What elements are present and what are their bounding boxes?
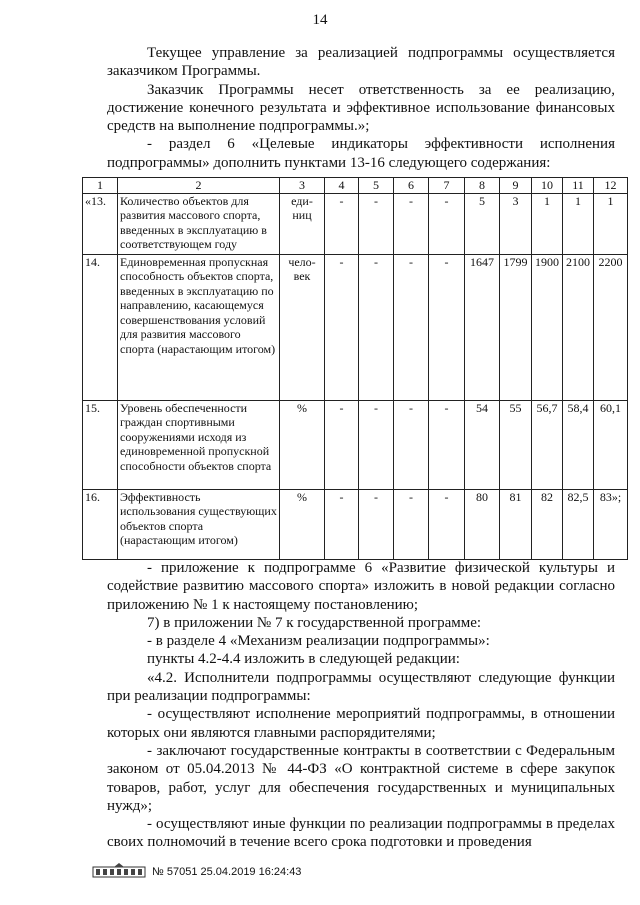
value-cell: - — [359, 400, 394, 489]
value-cell: 1647 — [465, 254, 500, 400]
value-cell: 60,1 — [594, 400, 628, 489]
value-cell: 1 — [563, 193, 594, 254]
unit: % — [280, 400, 325, 489]
header-cell: 12 — [594, 178, 628, 194]
row-number: 15. — [83, 400, 118, 489]
value-cell: 3 — [500, 193, 532, 254]
indicator-name: Количество объектов для развития массового спорта, введенных в эксплуатацию в соответствующем году — [118, 193, 280, 254]
row-number: 16. — [83, 489, 118, 559]
value-cell: - — [394, 400, 429, 489]
table-row — [83, 489, 628, 559]
header-cell: 3 — [280, 178, 325, 194]
value-cell: 81 — [500, 489, 532, 559]
paragraph: «4.2. Исполнители подпрограммы осуществляют следующие функции при реализации подпрограммы: — [107, 669, 615, 705]
value-cell: 1 — [594, 193, 628, 254]
paragraph: - в разделе 4 «Механизм реализации подпрограммы»: — [147, 633, 490, 650]
row-number: «13. — [83, 193, 118, 254]
paragraph: - осуществляют иные функции по реализации подпрограммы в пределах своих полномочий в течение всего срока подготовки и проведения — [107, 816, 615, 851]
header-cell: 8 — [465, 178, 500, 194]
value-cell: 58,4 — [563, 400, 594, 489]
value-cell: - — [325, 400, 359, 489]
paragraph: - раздел 6 «Целевые индикаторы эффективности исполнения подпрограммы» дополнить пунктами 13-16 следующего содержания: — [107, 136, 615, 171]
top-text — [107, 44, 615, 172]
registration-stamp: № 57051 25.04.2019 16:24:43 — [152, 866, 302, 878]
table-row — [83, 400, 628, 489]
value-cell: 80 — [465, 489, 500, 559]
header-cell: 9 — [500, 178, 532, 194]
paragraph: - осуществляют исполнение мероприятий подпрограммы, в отношении которых они являются главными распорядителями; — [107, 706, 615, 741]
value-cell: - — [394, 254, 429, 400]
value-cell: - — [325, 254, 359, 400]
value-cell: - — [429, 489, 465, 559]
value-cell: 56,7 — [532, 400, 563, 489]
value-cell: 54 — [465, 400, 500, 489]
header-cell: 11 — [563, 178, 594, 194]
header-cell: 6 — [394, 178, 429, 194]
header-cell: 1 — [83, 178, 118, 194]
value-cell: 1799 — [500, 254, 532, 400]
value-cell: 83»; — [594, 489, 628, 559]
page-number: 14 — [312, 12, 328, 28]
table-header-row — [83, 178, 628, 194]
registry-seal-icon — [92, 862, 146, 878]
unit: % — [280, 489, 325, 559]
header-cell: 2 — [118, 178, 280, 194]
value-cell: - — [394, 193, 429, 254]
value-cell: - — [429, 400, 465, 489]
paragraph: 7) в приложении № 7 к государственной программе: — [147, 614, 482, 631]
value-cell: - — [429, 193, 465, 254]
unit: чело- век — [280, 254, 325, 400]
value-cell: 1 — [532, 193, 563, 254]
paragraph: Текущее управление за реализацией подпрограммы осуществляется заказчиком Программы. — [107, 45, 615, 80]
value-cell: - — [359, 193, 394, 254]
paragraph: - приложение к подпрограмме 6 «Развитие физической культуры и содействие развитию массового спорта» изложить в новой редакции согласно приложению № 1 к настоящему постановлению; — [107, 560, 615, 613]
value-cell: 5 — [465, 193, 500, 254]
paragraph: - заключают государственные контракты в соответствии с Федеральным законом от 05.04.2013 № 44-ФЗ «О контрактной системе в сфере закупок товаров, работ, услуг для обеспечения государственных и муниципальных нужд»; — [107, 742, 615, 814]
row-number: 14. — [83, 254, 118, 400]
value-cell: - — [325, 489, 359, 559]
value-cell: - — [359, 489, 394, 559]
indicator-name: Уровень обеспеченности граждан спортивными сооружениями исходя из единовременной пропускной способности объектов спорта — [118, 400, 280, 489]
value-cell: 1900 — [532, 254, 563, 400]
header-cell: 7 — [429, 178, 465, 194]
value-cell: 55 — [500, 400, 532, 489]
value-cell: - — [359, 254, 394, 400]
header-cell: 4 — [325, 178, 359, 194]
value-cell: - — [325, 193, 359, 254]
unit: еди- ниц — [280, 193, 325, 254]
value-cell: - — [394, 489, 429, 559]
value-cell: - — [429, 254, 465, 400]
paragraph: пункты 4.2-4.4 изложить в следующей редакции: — [147, 651, 460, 668]
table-row — [83, 193, 628, 254]
value-cell: 2100 — [563, 254, 594, 400]
value-cell: 2200 — [594, 254, 628, 400]
bottom-text — [107, 559, 615, 852]
indicators-table — [82, 177, 628, 560]
value-cell: 82,5 — [563, 489, 594, 559]
header-cell: 10 — [532, 178, 563, 194]
value-cell: 82 — [532, 489, 563, 559]
table-row — [83, 254, 628, 400]
indicator-name: Единовременная пропускная способность объектов спорта, введенных в эксплуатацию по направлению, касающемуся совершенствования условий для развития массового спорта (нарастающим итогом) — [118, 254, 280, 400]
header-cell: 5 — [359, 178, 394, 194]
indicator-name: Эффективность использования существующих объектов спорта (нарастающим итогом) — [118, 489, 280, 559]
paragraph: Заказчик Программы несет ответственность за ее реализацию, достижение конечного результата и эффективное использование финансовых средств на выполнение подпрограммы.»; — [107, 81, 615, 135]
